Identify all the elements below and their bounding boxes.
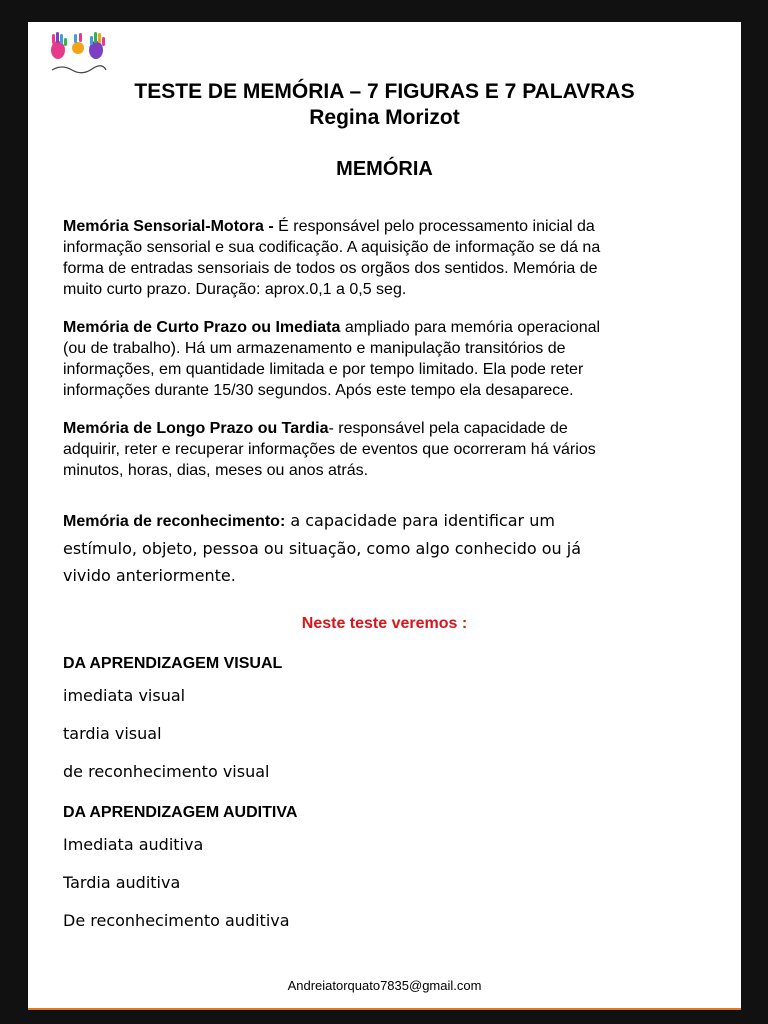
- list-item-auditory: [63, 911, 290, 930]
- list-item-label: imediata visual: [63, 686, 186, 705]
- term-bold: Memória de Longo Prazo ou Tardia: [63, 420, 329, 437]
- document-title: TESTE DE MEMÓRIA – 7 FIGURAS E 7 PALAVRAS: [134, 80, 635, 103]
- paragraph-line: vivido anteriormente.: [63, 566, 236, 585]
- bottom-rule: [28, 1008, 741, 1010]
- visual-heading: DA APRENDIZAGEM VISUAL: [63, 655, 283, 672]
- paragraph-line: informação sensorial e sua codificação. A aquisição de informação se dá na: [63, 239, 601, 256]
- paragraph-line: informações durante 15/30 segundos. Após este tempo ela desaparece.: [63, 382, 574, 399]
- paragraph-sensorial-motora: [63, 216, 713, 300]
- term-bold: Memória Sensorial-Motora -: [63, 218, 274, 235]
- list-item-label: Tardia auditiva: [63, 873, 181, 892]
- document-page: [28, 22, 741, 1008]
- colored-hands-logo-icon: [46, 30, 110, 76]
- list-item-label: tardia visual: [63, 724, 162, 743]
- list-item-label: De reconhecimento auditiva: [63, 911, 290, 930]
- auditory-heading: DA APRENDIZAGEM AUDITIVA: [63, 804, 298, 821]
- list-item-visual: [63, 724, 162, 743]
- paragraph-text: É responsável pelo processamento inicial da: [273, 218, 595, 235]
- paragraph-text: a capacidade para identificar um: [285, 511, 555, 530]
- term-bold: Memória de reconhecimento:: [63, 513, 286, 530]
- highlight-text: Neste teste veremos :: [301, 615, 468, 632]
- paragraph-line: informações, em quantidade limitada e por tempo limitado. Ela pode reter: [63, 361, 584, 378]
- paragraph-curto-prazo: [63, 317, 713, 401]
- paragraph-line: estímulo, objeto, pessoa ou situação, como algo conhecido ou já: [63, 539, 582, 558]
- list-item-label: de reconhecimento visual: [63, 762, 270, 781]
- paragraph-line: minutos, horas, dias, meses ou anos atrás.: [63, 462, 369, 479]
- term-bold: Memória de Curto Prazo ou Imediata: [63, 319, 341, 336]
- paragraph-reconhecimento: [63, 507, 713, 589]
- footer-email[interactable]: Andreiatorquato7835@gmail.com: [287, 978, 482, 993]
- paragraph-line: adquirir, reter e recuperar informações de eventos que ocorreram há vários: [63, 441, 596, 458]
- paragraph-line: (ou de trabalho). Há um armazenamento e manipulação transitórios de: [63, 340, 566, 357]
- paragraph-longo-prazo: [63, 418, 713, 481]
- list-item-auditory: [63, 835, 203, 854]
- list-item-visual: [63, 686, 185, 705]
- section-heading: MEMÓRIA: [336, 158, 433, 180]
- list-item-auditory: [63, 873, 180, 892]
- document-subtitle-author: Regina Morizot: [309, 106, 460, 129]
- paragraph-line: forma de entradas sensoriais de todos os orgãos dos sentidos. Memória de: [63, 260, 598, 277]
- hands-logo: [46, 30, 110, 76]
- list-item-label: Imediata auditiva: [63, 835, 204, 854]
- paragraph-text: ampliado para memória operacional: [340, 319, 601, 336]
- paragraph-text: - responsável pela capacidade de: [328, 420, 568, 437]
- list-item-visual: [63, 762, 269, 781]
- paragraph-line: muito curto prazo. Duração: aprox.0,1 a 0,5 seg.: [63, 281, 407, 298]
